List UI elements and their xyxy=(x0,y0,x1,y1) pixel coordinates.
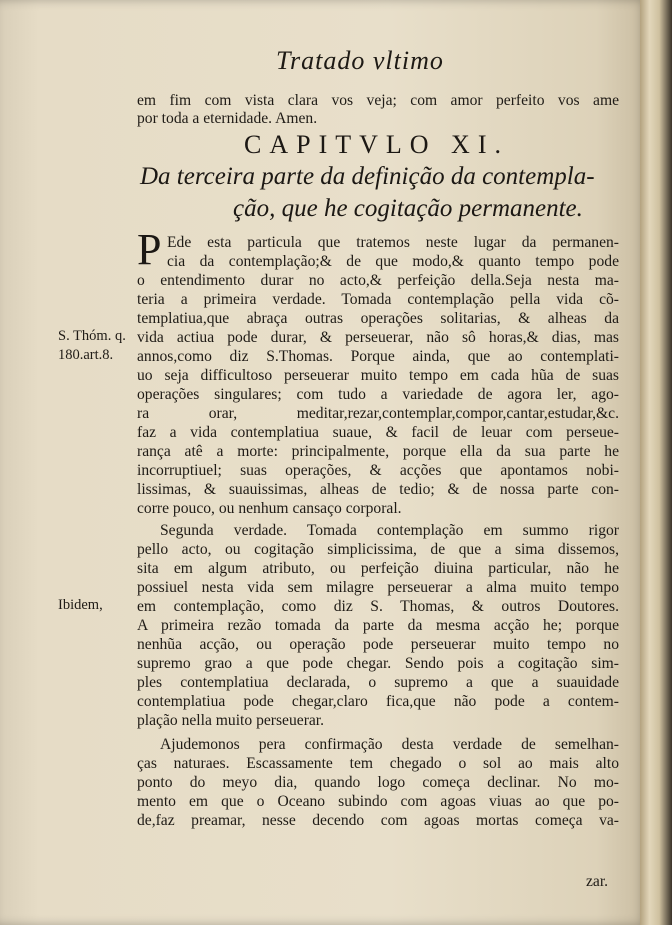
text-line: possiuel nesta vida sem milagre perseuerar a alma muito tempo xyxy=(137,579,619,596)
text-line: Ede esta particula que tratemos neste lugar da permanen- xyxy=(167,234,619,251)
text-line: plação nella muito perseuerar. xyxy=(137,712,325,729)
chapter-title: CAPITVLO XI. xyxy=(244,130,509,159)
text-line: teria a primeira verdade. Tomada contemplação pella vida cõ- xyxy=(137,291,619,308)
margin-note: 180.art.8. xyxy=(58,347,114,363)
chapter-subtitle-line: Da terceira parte da definição da contempla- xyxy=(140,163,595,190)
text-line: mento em que o Oceano subindo com agoas viuas ao que po- xyxy=(137,793,619,810)
text-line: operações singulares; com tudo a variedade de agora ler, ago- xyxy=(137,386,619,403)
text-line: supremo grao a que pode chegar. Sendo pois a cogitação sim- xyxy=(137,655,619,672)
text-line: cia da contemplação;& de que modo,& quanto tempo pode xyxy=(167,253,619,270)
chapter-subtitle-line: ção, que he cogitação permanente. xyxy=(233,195,583,222)
text-line: corre pouco, ou nenhum cansaço corporal. xyxy=(137,500,402,517)
page-edge xyxy=(640,0,672,925)
running-head: Tratado vltimo xyxy=(276,46,444,75)
text-line: uo seja difficultoso perseuerar muito tempo em cada hũa de suas xyxy=(137,367,619,384)
text-line: nenhũa acção, ou operação pode perseuerar muito tempo no xyxy=(137,636,619,653)
text-line: o entendimento durar no acto,& perfeição della.Seja nesta ma- xyxy=(137,272,619,289)
margin-note: Ibidem, xyxy=(58,597,103,613)
text-line: ponto do meyo dia, quando logo começa declinar. No mo- xyxy=(137,774,619,791)
text-line: templatiua,que abraça outras operações solitarias, & alheas da xyxy=(137,310,619,327)
text-line: sita em algum atributo, ou perfeição diuina particular, não he xyxy=(137,560,619,577)
text-line: Segunda verdade. Tomada contemplação em summo rigor xyxy=(160,522,619,539)
text-line: em fim com vista clara vos veja; com amor perfeito vos ame xyxy=(137,92,619,109)
catchword: zar. xyxy=(586,873,609,890)
text-line: ças naturaes. Escassamente tem chegado o sol ao mais alto xyxy=(137,755,619,772)
text-line: de,faz preamar, nesse decendo com agoas mortas começa va- xyxy=(137,812,619,829)
text-line: vida actiua pode durar, & perseuerar, não sô horas,& dias, mas xyxy=(137,329,619,346)
text-line: rança atê a morte: principalmente, porque ella da sua parte he xyxy=(137,443,619,460)
text-line: A primeira rezão tomada da parte da mesma acção he; porque xyxy=(137,617,619,634)
text-line: em contemplação, como diz S. Thomas, & outros Doutores. xyxy=(137,598,619,615)
text-line: ra orar, meditar,rezar,contemplar,compor,cantar,estudar,&c. xyxy=(137,405,619,422)
text-line: incorruptiuel; suas operações, & acções que apontamos nobi- xyxy=(137,462,619,479)
text-line: annos,como diz S.Thomas. Porque ainda, que ao contemplati- xyxy=(137,348,619,365)
text-line: Ajudemonos pera confirmação desta verdade de semelhan- xyxy=(160,736,619,753)
drop-cap: P xyxy=(137,225,162,274)
text-line: contemplatiua pode chegar,claro fica,que não pode a contem- xyxy=(137,693,619,710)
text-line: lissimas, & suauissimas, alheas de tedio; & de nossa parte con- xyxy=(137,481,619,498)
text-line: faz a vida contemplatiua suaue, & facil de leuar com perseue- xyxy=(137,424,619,441)
text-line: por toda a eternidade. Amen. xyxy=(137,110,318,127)
text-line: ples contemplatiua declarada, o supremo a que a suauidade xyxy=(137,674,619,691)
margin-note: S. Thóm. q. xyxy=(58,328,126,344)
text-line: pello acto, ou cogitação simplicissima, de que a sima dissemos, xyxy=(137,541,619,558)
